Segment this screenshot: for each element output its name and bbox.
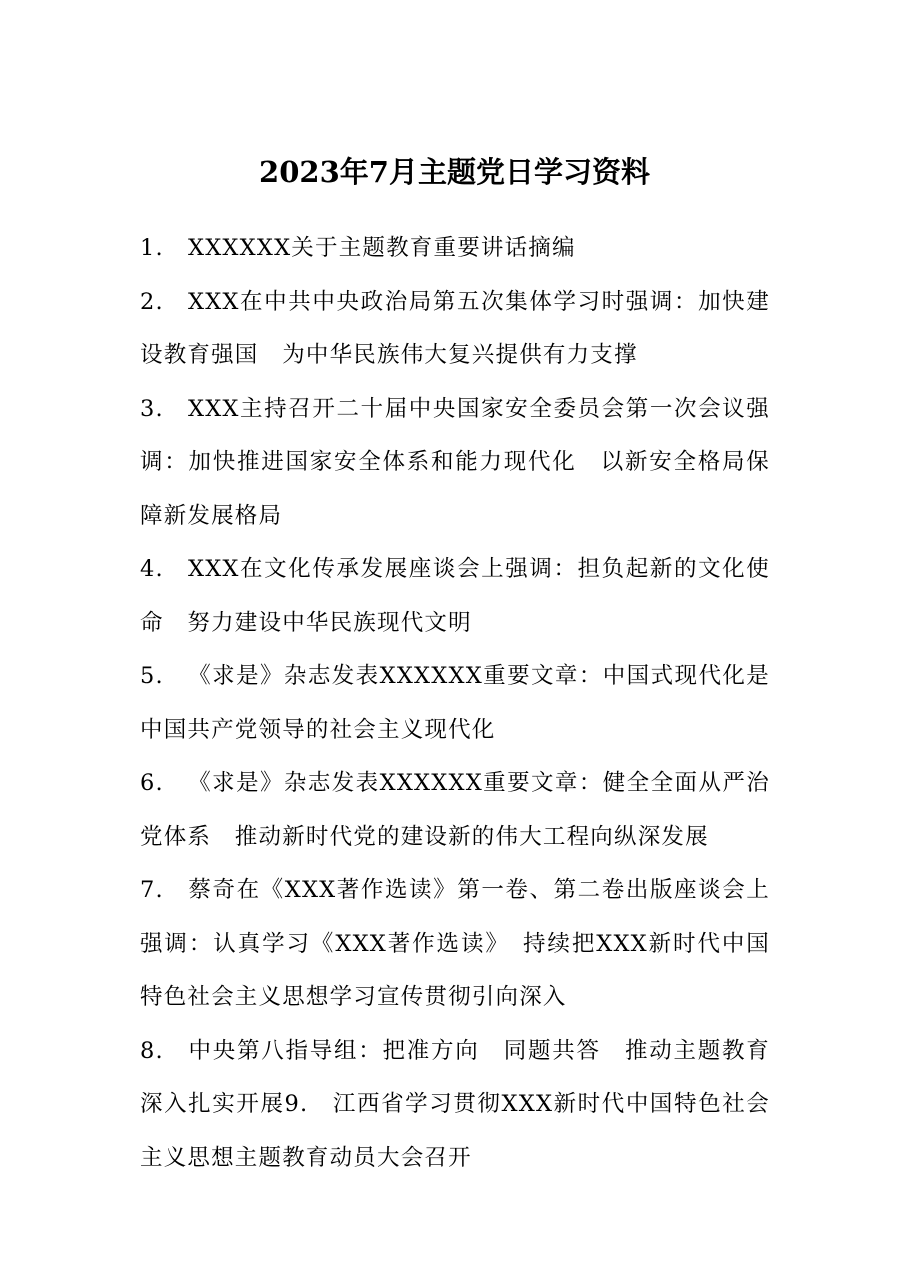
item-text: XXX在中共中央政治局第五次集体学习时强调：加快建设教育强国 为中华民族伟大复兴提供有力支撑: [140, 288, 770, 368]
item-text: 蔡奇在《XXX著作选读》第一卷、第二卷出版座谈会上强调：认真学习《XXX著作选读》 持续把XXX新时代中国特色社会主义思想学习宣传贯彻引向深入: [140, 877, 770, 1010]
item-number: 8.: [140, 1037, 164, 1064]
item-number: 6.: [140, 770, 164, 796]
item-number: 3.: [140, 395, 164, 422]
list-item: [140, 222, 770, 276]
list-item: [140, 276, 770, 383]
item-number: 1.: [140, 235, 164, 261]
list-item: [140, 757, 770, 864]
list-item: [140, 1025, 770, 1186]
item-text: 《求是》杂志发表XXXXXX重要文章：中国式现代化是中国共产党领导的社会主义现代化: [140, 663, 770, 743]
item-number: 7.: [140, 877, 164, 903]
item-text: XXX主持召开二十届中央国家安全委员会第一次会议强调：加快推进国家安全体系和能力现代化 以新安全格局保障新发展格局: [140, 395, 770, 529]
item-number: 4.: [140, 556, 164, 582]
item-text: XXX在文化传承发展座谈会上强调：担负起新的文化使命 努力建设中华民族现代文明: [140, 556, 770, 636]
list-item: [140, 864, 770, 1025]
list-item: [140, 650, 770, 757]
list-item: [140, 383, 770, 544]
list-item: [140, 543, 770, 650]
item-text: 《求是》杂志发表XXXXXX重要文章：健全全面从严治党体系 推动新时代党的建设新的伟大工程向纵深发展: [140, 770, 770, 850]
item-text: 中央第八指导组：把准方向 同题共答 推动主题教育深入扎实开展9. 江西省学习贯彻XXX新时代中国特色社会主义思想主题教育动员大会召开: [140, 1037, 770, 1171]
item-text: XXXXXX关于主题教育重要讲话摘编: [188, 235, 576, 261]
item-number: 5.: [140, 663, 164, 689]
document-title: 2023年7月主题党日学习资料: [259, 155, 650, 189]
study-material-list: [140, 222, 770, 1185]
item-number: 2.: [140, 288, 164, 315]
